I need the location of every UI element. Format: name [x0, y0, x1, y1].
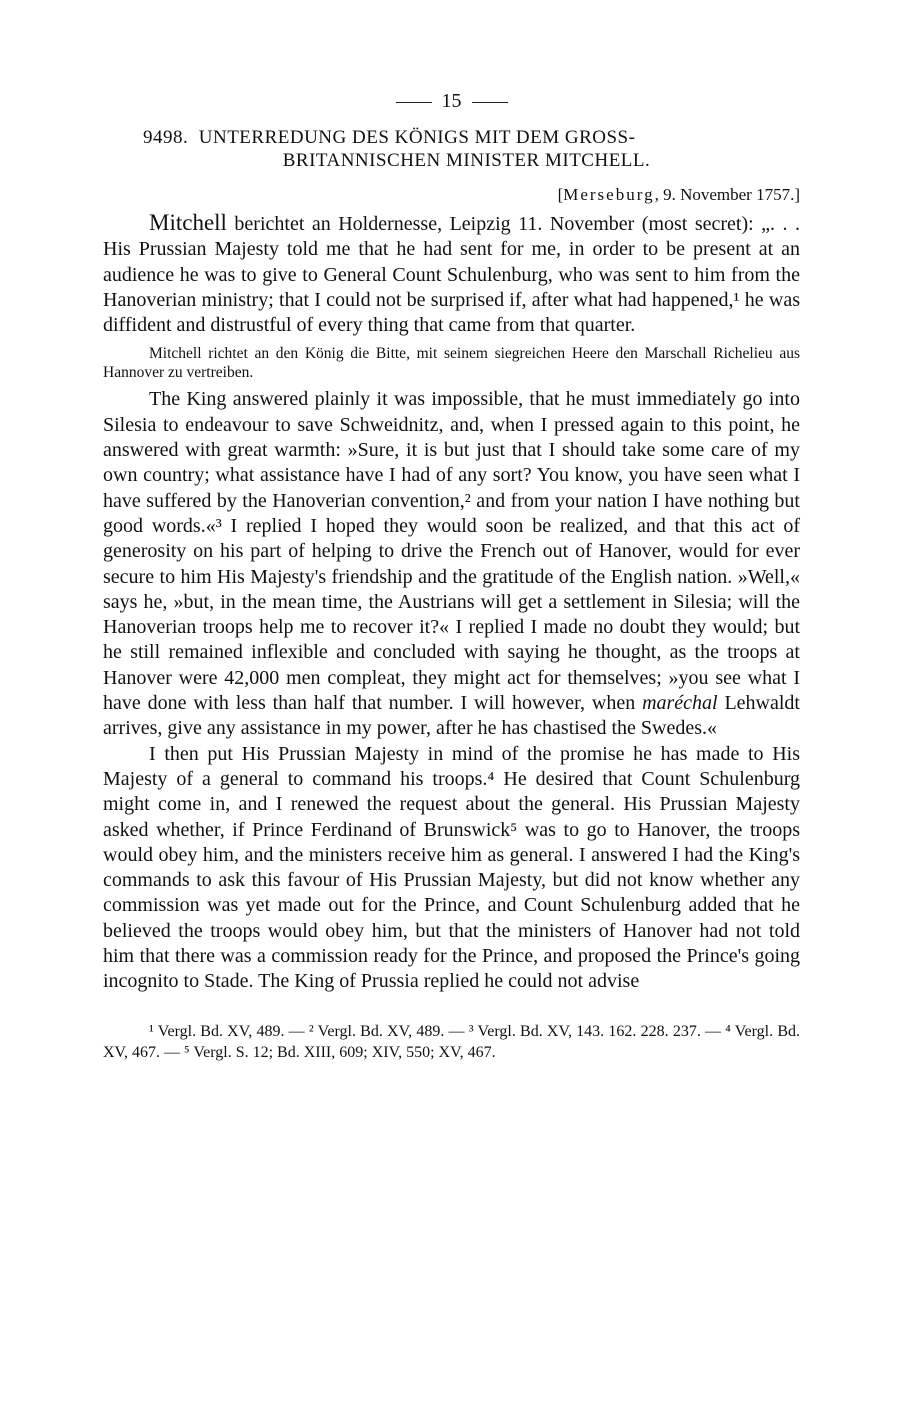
- paragraph-2: [103, 387, 800, 741]
- dateline-place: Merseburg: [563, 185, 655, 204]
- paragraph-2-text-b: Lehwaldt arrives, give any assistance in my power, after he has chastised the Swedes.«: [103, 692, 800, 740]
- dateline-open: [: [557, 185, 564, 204]
- dateline: [103, 184, 800, 206]
- dateline-date: , 9. November 1757.]: [654, 185, 800, 204]
- title-line-2: BRITANNISCHEN MINISTER MITCHELL.: [282, 150, 651, 171]
- header-dash-right: [472, 102, 508, 103]
- title-line-1: [103, 126, 800, 149]
- paragraph-2-text-a: The King answered plainly it was impossible, that he must immediately go into Silesia to endeavour to save Schweidnitz, and, when I pressed again to this point, he answered with great warmth: »Sure, it is but just that I should take some care of my own country; what assistance have I had of any sort? You know, you have seen what I have suffered by the Hanoverian convention,² and from your nation I have nothing but good words.«³ I replied I hoped they would soon be realized, and that this act of generosity on his part of helping to drive the French out of Hanover, would for ever secure to him His Majesty's friendship and the gratitude of the English nation. »Well,« says he, »but, in the mean time, the Austrians will get a settlement in Silesia; will the Hanoverian troops help me to recover it?« I replied I made no doubt they would; but he still remained inflexible and concluded with saying he thought, as the troops at Hanover were 42,000 men compleat, they might act for themselves; »you see what I have done with less than half that number. I will however, when: [103, 388, 800, 715]
- title-text-1: UNTERREDUNG DES KÖNIGS MIT DEM GROSS-: [198, 127, 636, 148]
- page-header: [103, 86, 800, 116]
- header-dash-left: [396, 102, 432, 103]
- paragraph-3: I then put His Prussian Majesty in mind of the promise he has made to His Majesty of a general to command his troops.⁴ He desired that Count Schulenburg might come in, and I renewed the request about the general. His Prussian Majesty asked whether, if Prince Ferdinand of Brunswick⁵ was to go to Hanover, the troops would obey him, and the ministers receive him as general. I answered I had the King's commands to ask this favour of His Prussian Majesty, but did not know whether any commission was yet made out for the Prince, and Count Schulenburg added that he believed the troops would obey him, but that the ministers of Hanover had not told him that there was a commission ready for the Prince, and proposed the Prince's going incognito to Stade. The King of Prussia replied he could not advise: [103, 742, 800, 993]
- intro-paragraph: [103, 210, 800, 338]
- page-number: 15: [441, 90, 462, 112]
- document-number: 9498.: [143, 127, 189, 148]
- footnotes: ¹ Vergl. Bd. XV, 489. — ² Vergl. Bd. XV, 489. — ³ Vergl. Bd. XV, 143. 162. 228. 237. — ⁴ Vergl. Bd. XV, 467. — ⁵ Vergl. S. 12; Bd. XIII, 609; XIV, 550; XV, 467.: [103, 1022, 800, 1061]
- paragraph-2-italic: maréchal: [642, 692, 718, 715]
- editor-note: Mitchell richtet an den König die Bitte, mit seinem siegreichen Heere den Marschall Richelieu aus Hannover zu vertreiben.: [103, 345, 800, 382]
- page: [103, 86, 800, 1063]
- intro-text: berichtet an Holdernesse, Leipzig 11. November (most secret): „. . . His Prussian Majesty told me that he had sent for me, in order to be present at an audience he was to give to General Count Schulenburg, who was sent to him from the Hanoverian ministry; that I could not be surprised if, after what had happened,¹ he was diffident and distrustful of every thing that came from that quarter.: [103, 213, 800, 337]
- document-title: [103, 126, 800, 172]
- intro-lead: Mitchell: [149, 210, 227, 235]
